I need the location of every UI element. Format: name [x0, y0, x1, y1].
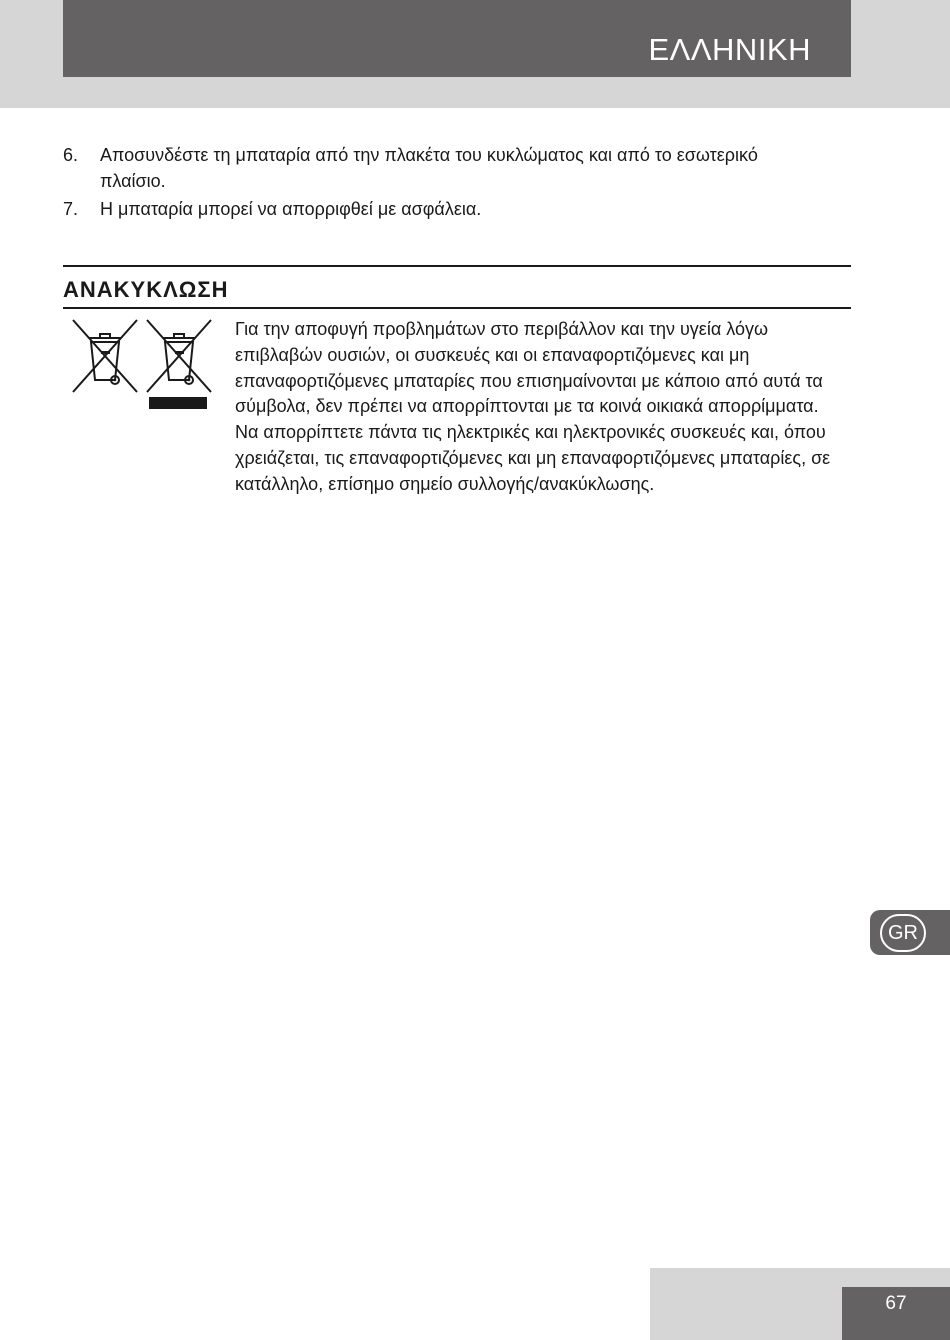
section-divider-bottom — [63, 307, 851, 309]
section-heading: ΑΝΑΚΥΚΛΩΣΗ — [63, 277, 229, 302]
country-code-badge: GR — [880, 914, 926, 952]
header-bar — [63, 0, 851, 77]
list-item — [63, 142, 823, 194]
step-number: 7. — [63, 199, 79, 219]
page-number: 67 — [885, 1293, 907, 1314]
recycling-paragraph: Για την αποφυγή προβλημάτων στο περιβάλλον και την υγεία λόγω επιβλαβών ουσιών, οι συσκευές και οι επαναφορτιζόμενες και μη επαναφορτιζόμενες μπαταρίες που επισημαίνονται με κάποιο από αυτά τα σύμβολα, δεν πρέπει να απορρίπτονται με τα κοινά οικιακά απορρίμματα. Να απορρίπτετε πάντα τις ηλεκτρικές και ηλεκτρονικές συσκευές και, όπου χρειάζεται, τις επαναφορτιζόμενες και μη επαναφορτιζόμενες μπαταρίες, σε κατάλληλο, επίσημο σημείο συλλογής/ανακύκλωσης. — [235, 319, 831, 494]
steps-list — [63, 142, 823, 224]
section-divider-top — [63, 265, 851, 267]
language-title: ΕΛΛΗΝΙΚΗ — [648, 32, 811, 67]
crossed-out-wheelie-bin-battery-icon — [145, 318, 213, 394]
step-number: 6. — [63, 145, 79, 165]
step-text: Η μπαταρία μπορεί να απορριφθεί με ασφάλεια. — [100, 199, 482, 219]
page-number-box — [842, 1287, 950, 1340]
crossed-out-wheelie-bin-icon — [71, 318, 139, 394]
step-text: Αποσυνδέστε τη μπαταρία από την πλακέτα του κυκλώματος και από το εσωτερικό πλαίσιο. — [100, 145, 758, 191]
battery-symbol-bar — [149, 397, 207, 409]
list-item — [63, 196, 823, 222]
